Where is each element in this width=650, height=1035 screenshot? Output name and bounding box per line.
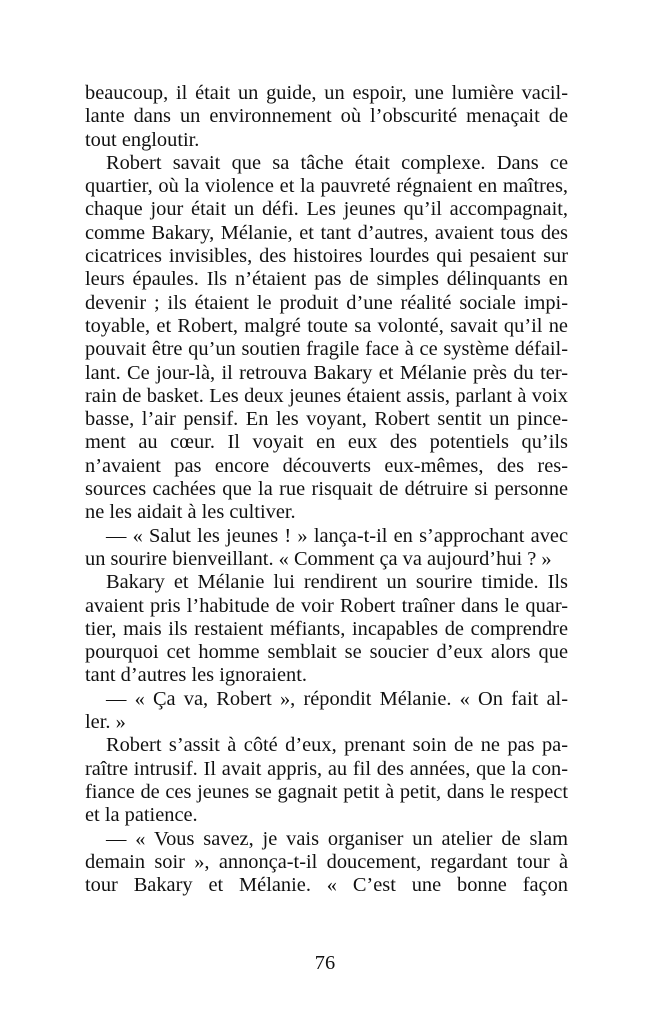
text-line: devenir ; ils étaient le produit d’une réalité sociale impi- <box>85 291 568 314</box>
text-line: ment au cœur. Il voyait en eux des potentiels qu’ils <box>85 431 568 454</box>
text-line: Bakary et Mélanie lui rendirent un sourire timide. Ils <box>106 571 568 594</box>
text-line: pouvait être qu’un soutien fragile face à ce système défail- <box>85 338 568 361</box>
text-line: tout engloutir. <box>85 128 200 151</box>
text-line: toyable, et Robert, malgré toute sa volonté, savait qu’il ne <box>85 314 568 337</box>
text-line: — « Salut les jeunes ! » lança-t-il en s’approchant avec <box>106 524 568 547</box>
text-line: tant d’autres les ignoraient. <box>85 664 307 687</box>
text-line: ne les aidait à les cultiver. <box>85 501 296 524</box>
text-line: cicatrices invisibles, des histoires lourdes qui pesaient sur <box>85 245 568 268</box>
text-line: rain de basket. Les deux jeunes étaient assis, parlant à voix <box>85 384 568 407</box>
text-line: tier, mais ils restaient méfiants, incapables de comprendre <box>85 617 568 640</box>
page-number: 76 <box>314 952 336 974</box>
text-line: Robert savait que sa tâche était complexe. Dans ce <box>106 151 568 174</box>
text-line: tour Bakary et Mélanie. « C’est une bonne façon <box>85 874 568 897</box>
text-line: leurs épaules. Ils n’étaient pas de simples délinquants en <box>85 268 568 291</box>
text-line: comme Bakary, Mélanie, et tant d’autres, avaient tous des <box>85 221 568 244</box>
text-line: lante dans un environnement où l’obscurité menaçait de <box>85 105 568 128</box>
text-line: un sourire bienveillant. « Comment ça va aujourd’hui ? » <box>85 547 552 570</box>
text-line: Robert s’assit à côté d’eux, prenant soin de ne pas pa- <box>106 734 568 757</box>
text-line: quartier, où la violence et la pauvreté régnaient en maîtres, <box>85 175 568 198</box>
text-line: — « Vous savez, je vais organiser un atelier de slam <box>106 827 568 850</box>
text-line: basse, l’air pensif. En les voyant, Robert sentit un pince- <box>85 408 568 431</box>
text-line: demain soir », annonça-t-il doucement, regardant tour à <box>85 850 568 873</box>
text-line: et la patience. <box>85 804 198 827</box>
body-text <box>85 82 568 897</box>
text-line: fiance de ces jeunes se gagnait petit à petit, dans le respect <box>85 780 568 803</box>
text-line: beaucoup, il était un guide, un espoir, une lumière vacil- <box>85 82 568 104</box>
text-line: — « Ça va, Robert », répondit Mélanie. « On fait al- <box>106 687 568 710</box>
text-line: ler. » <box>85 711 126 734</box>
text-line: lant. Ce jour-là, il retrouva Bakary et Mélanie près du ter- <box>85 361 568 384</box>
text-line: avaient pris l’habitude de voir Robert traîner dans le quar- <box>85 594 568 617</box>
text-line: pourquoi cet homme semblait se soucier d’eux alors que <box>85 641 568 664</box>
text-line: sources cachées que la rue risquait de détruire si personne <box>85 478 568 501</box>
text-line: chaque jour était un défi. Les jeunes qu’il accompagnait, <box>85 198 568 221</box>
text-line: n’avaient pas encore découverts eux-mêmes, des res- <box>85 454 568 477</box>
text-line: raître intrusif. Il avait appris, au fil des années, que la con- <box>85 757 568 780</box>
